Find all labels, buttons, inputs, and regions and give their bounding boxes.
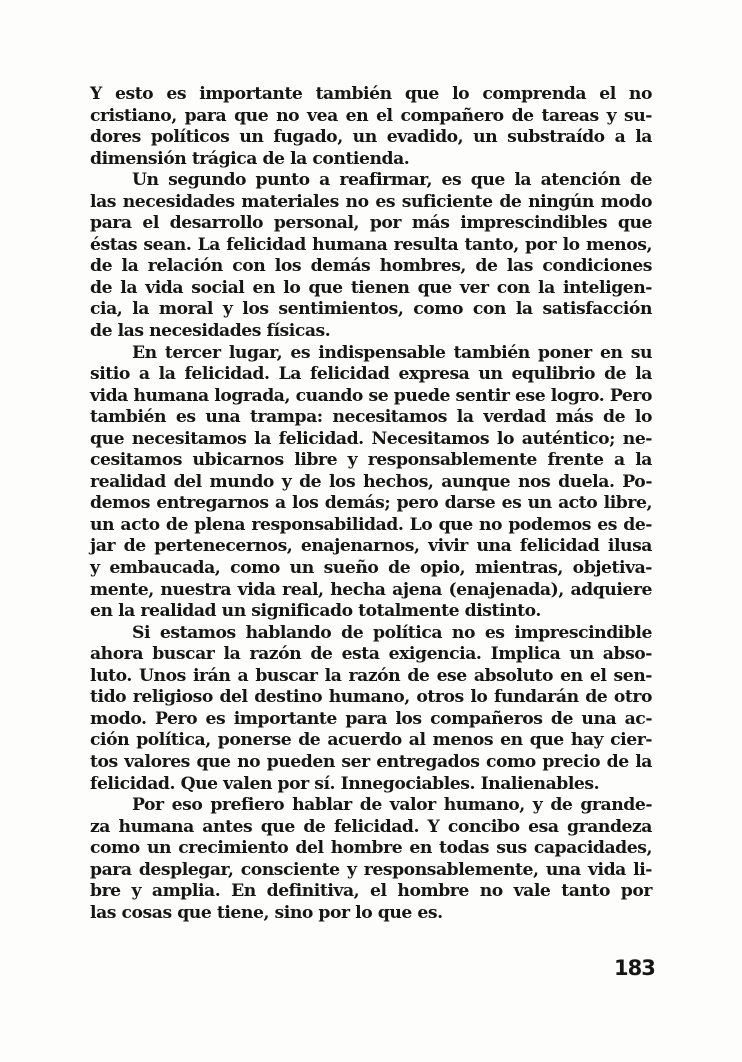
text-line: dores políticos un fugado, un evadido, un substraído a la	[90, 127, 652, 148]
text-line: vida humana lograda, cuando se puede sentir ese logro. Pero	[90, 385, 652, 406]
text-line: jar de pertenecernos, enajenarnos, vivir una felicidad ilusa	[90, 536, 652, 557]
text-line: bre y amplia. En definitiva, el hombre no vale tanto por	[90, 881, 652, 902]
text-line: de la relación con los demás hombres, de las condiciones	[90, 256, 652, 277]
text-line: cristiano, para que no vea en el compañero de tareas y su-	[90, 105, 652, 126]
text-line: Por eso prefiero hablar de valor humano, y de grande-	[132, 795, 652, 816]
text-line: para el desarrollo personal, por más imprescindibles que	[90, 213, 652, 234]
text-line: cia, la moral y los sentimientos, como con la satisfacción	[90, 299, 652, 320]
text-line: ahora buscar la razón de esta exigencia. Implica un abso-	[90, 644, 652, 665]
text-line: de la vida social en lo que tienen que ver con la inteligen-	[90, 277, 652, 298]
text-line: para desplegar, consciente y responsablemente, una vida li-	[90, 859, 652, 880]
text-line: Y esto es importante también que lo comprenda el no	[90, 84, 652, 104]
text-line: en la realidad un significado totalmente distinto.	[90, 601, 541, 622]
text-line: cesitamos ubicarnos libre y responsablemente frente a la	[90, 450, 652, 471]
text-line: dimensión trágica de la contienda.	[90, 148, 410, 169]
page-number: 183	[614, 956, 655, 980]
text-line: Si estamos hablando de política no es imprescindible	[132, 622, 652, 643]
text-line: modo. Pero es importante para los compañeros de una ac-	[90, 708, 652, 729]
text-line: realidad del mundo y de los hechos, aunque nos duela. Po-	[90, 471, 652, 492]
text-line: también es una trampa: necesitamos la verdad más de lo	[90, 407, 652, 428]
text-line: mente, nuestra vida real, hecha ajena (enajenada), adquiere	[90, 579, 652, 600]
text-line: tido religioso del destino humano, otros lo fundarán de otro	[90, 687, 652, 708]
text-line: de las necesidades físicas.	[90, 321, 331, 342]
text-line: luto. Unos irán a buscar la razón de ese absoluto en el sen-	[90, 665, 652, 686]
text-line: sitio a la felicidad. La felicidad expresa un equlibrio de la	[90, 364, 652, 385]
text-line: las cosas que tiene, sino por lo que es.	[90, 902, 443, 923]
text-line: Un segundo punto a reafirmar, es que la atención de	[132, 170, 652, 191]
text-line: tos valores que no pueden ser entregados como precio de la	[90, 751, 652, 772]
text-line: felicidad. Que valen por sí. Innegociables. Inalienables.	[90, 773, 600, 794]
text-line: las necesidades materiales no es suficiente de ningún modo	[90, 191, 652, 212]
text-line: como un crecimiento del hombre en todas sus capacidades,	[90, 838, 652, 859]
text-line: za humana antes que de felicidad. Y concibo esa grandeza	[90, 816, 652, 837]
text-line: y embaucada, como un sueño de opio, mientras, objetiva-	[90, 558, 652, 579]
text-line: éstas sean. La felicidad humana resulta tanto, por lo menos,	[90, 234, 652, 255]
text-line: En tercer lugar, es indispensable también poner en su	[132, 342, 652, 363]
text-line: demos entregarnos a los demás; pero darse es un acto libre,	[90, 493, 652, 514]
body-text	[90, 84, 652, 924]
text-line: que necesitamos la felicidad. Necesitamos lo auténtico; ne-	[90, 428, 652, 449]
text-line: un acto de plena responsabilidad. Lo que no podemos es de-	[90, 514, 652, 535]
text-line: ción política, ponerse de acuerdo al menos en que hay cier-	[90, 730, 652, 751]
